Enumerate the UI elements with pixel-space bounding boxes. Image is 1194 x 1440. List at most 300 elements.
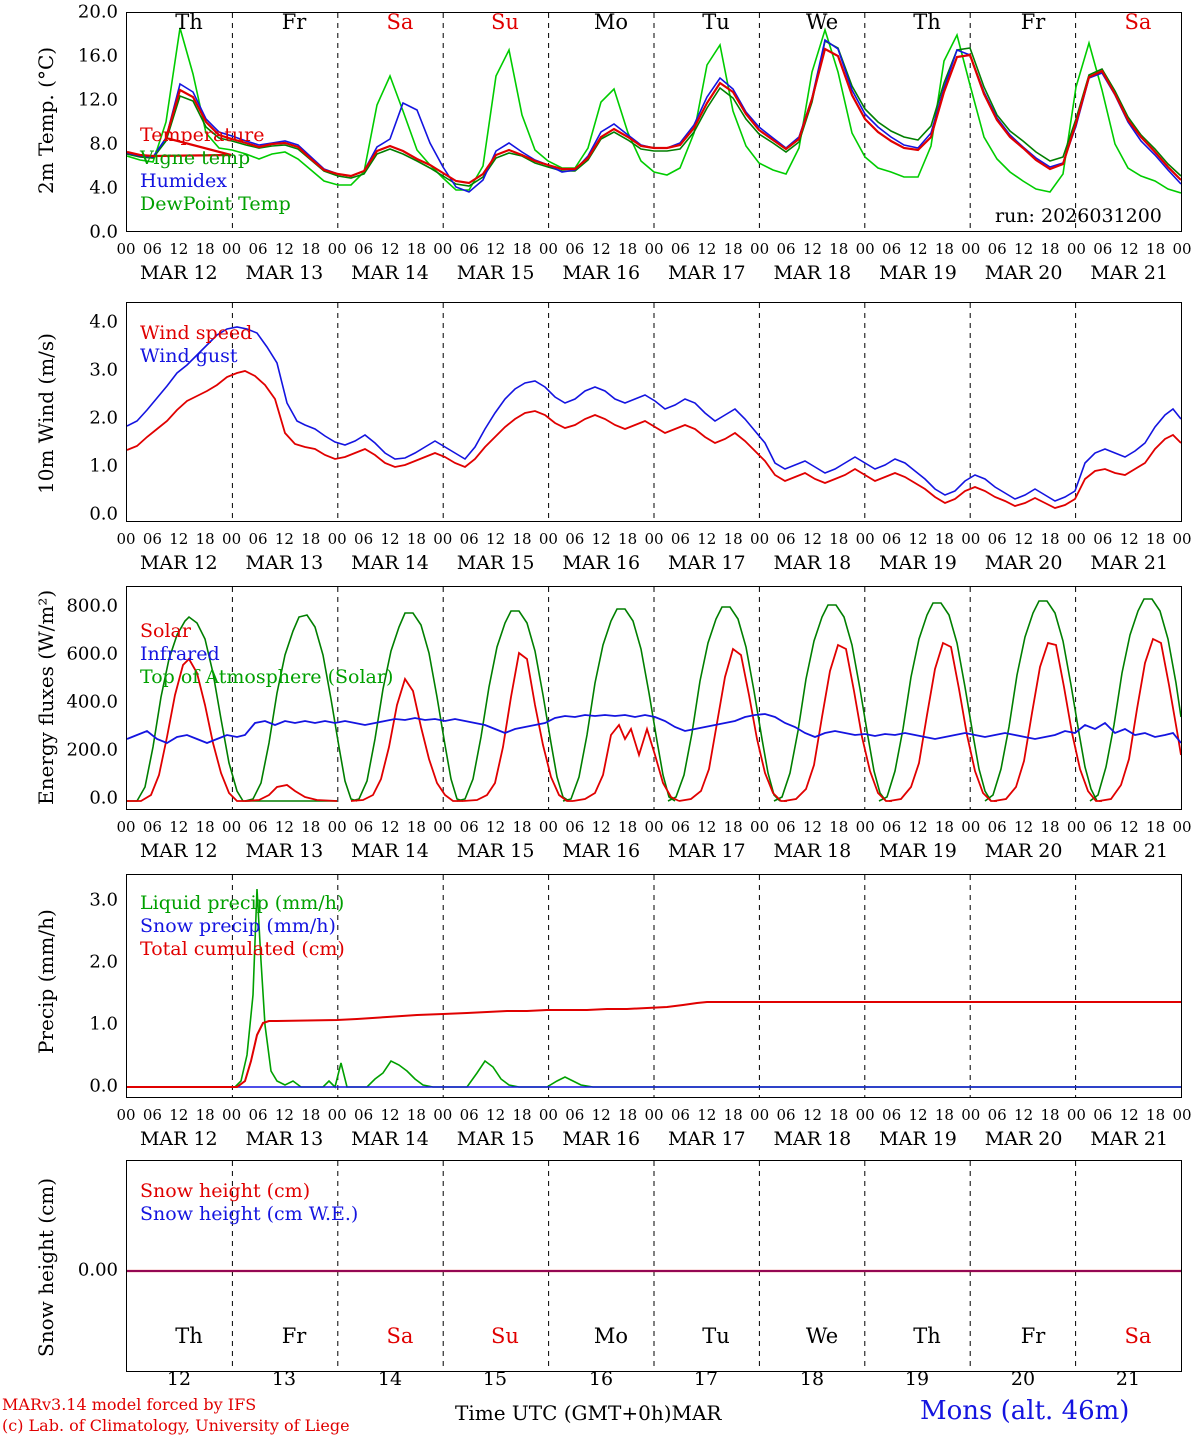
legend-humidex: Humidex [140, 170, 228, 192]
hour-tick: 12 [591, 1106, 611, 1124]
legend-wind-speed: Wind speed [140, 322, 253, 344]
weekday-label: We [805, 1324, 839, 1348]
legend-temperature: Temperature [140, 124, 265, 146]
hour-tick: 00 [433, 530, 453, 548]
hour-tick: 00 [855, 530, 875, 548]
panel-precip [0, 866, 1194, 1150]
ytick: 2.0 [89, 407, 118, 429]
hour-tick: 12 [908, 240, 928, 258]
hour-tick: 06 [1093, 818, 1113, 836]
energy-legend [140, 620, 393, 689]
date-label: MAR 18 [773, 1128, 852, 1150]
date-label: MAR 12 [139, 1128, 218, 1150]
hour-tick: 18 [301, 530, 321, 548]
hour-tick: 18 [1040, 818, 1060, 836]
hour-tick: 00 [116, 530, 136, 548]
hour-tick: 18 [934, 818, 954, 836]
hour-tick: 06 [882, 818, 902, 836]
hour-tick: 00 [116, 1106, 136, 1124]
hour-tick: 00 [961, 1106, 981, 1124]
day-number: 21 [1115, 1368, 1141, 1390]
hour-tick: 00 [327, 1106, 347, 1124]
ytick: 0.0 [89, 787, 118, 809]
hour-tick: 12 [1014, 818, 1034, 836]
hour-tick: 00 [222, 818, 242, 836]
hour-tick: 12 [591, 240, 611, 258]
ytick: 0.0 [89, 503, 118, 525]
precip-legend [140, 892, 345, 961]
hour-tick: 12 [1119, 818, 1139, 836]
ytick: 12.0 [77, 89, 118, 111]
footer-credits [2, 1394, 350, 1436]
date-label: MAR 13 [245, 552, 324, 574]
hour-tick: 06 [882, 240, 902, 258]
legend-total-cumulated: Total cumulated (cm) [140, 938, 345, 960]
hour-tick: 06 [459, 1106, 479, 1124]
hour-tick: 00 [1172, 818, 1192, 836]
weekday-label: Mo [593, 1324, 629, 1348]
hour-tick: 12 [802, 818, 822, 836]
hour-tick: 06 [776, 530, 796, 548]
panel-wind [0, 294, 1194, 574]
hour-tick: 18 [618, 240, 638, 258]
hour-tick: 06 [248, 530, 268, 548]
hour-tick: 12 [169, 240, 189, 258]
hour-tick: 18 [512, 240, 532, 258]
legend-top-of-atmosphere: Top of Atmosphere (Solar) [140, 666, 394, 688]
hour-tick: 00 [222, 240, 242, 258]
snow-legend [140, 1180, 358, 1226]
hour-tick: 00 [327, 240, 347, 258]
date-label: MAR 17 [667, 262, 746, 284]
hour-tick: 06 [1093, 530, 1113, 548]
ytick: 0.0 [89, 1075, 118, 1097]
hour-tick: 06 [882, 1106, 902, 1124]
ytick: 4.0 [89, 177, 118, 199]
date-label: MAR 16 [562, 262, 641, 284]
ytick: 1.0 [89, 455, 118, 477]
hour-tick: 00 [750, 530, 770, 548]
hour-tick: 12 [908, 530, 928, 548]
weekday-label: Tu [702, 10, 730, 34]
hour-tick: 12 [274, 1106, 294, 1124]
hour-tick: 18 [1040, 530, 1060, 548]
date-label: MAR 12 [139, 840, 218, 862]
hour-tick: 06 [248, 818, 268, 836]
ytick: 3.0 [89, 359, 118, 381]
station-label: Mons (alt. 46m) [920, 1396, 1130, 1426]
legend-snow-precip: Snow precip (mm/h) [140, 915, 336, 937]
wind-svg [127, 303, 1181, 521]
hour-tick: 06 [459, 818, 479, 836]
hour-tick: 18 [406, 1106, 426, 1124]
hour-tick: 00 [1066, 240, 1086, 258]
hour-tick: 12 [908, 818, 928, 836]
footer-xlabel: Time UTC (GMT+0h)MAR [455, 1401, 722, 1425]
hour-tick: 00 [222, 1106, 242, 1124]
hour-tick: 18 [195, 818, 215, 836]
weekday-label: Sa [386, 1324, 414, 1348]
snow-ylabel: Snow height (cm) [34, 1177, 58, 1357]
date-label: MAR 15 [456, 1128, 535, 1150]
hour-tick: 12 [1119, 530, 1139, 548]
date-label: MAR 18 [773, 552, 852, 574]
day-number: 16 [588, 1368, 614, 1390]
hour-tick: 18 [1040, 240, 1060, 258]
hour-tick: 06 [987, 240, 1007, 258]
hour-tick: 00 [644, 818, 664, 836]
date-label: MAR 13 [245, 262, 324, 284]
weekday-label: Fr [281, 10, 307, 34]
weekday-label: Th [175, 10, 203, 34]
date-row-wind [0, 552, 1194, 576]
date-label: MAR 15 [456, 840, 535, 862]
footer-model: MARv3.14 model forced by IFS [2, 1395, 257, 1414]
hour-tick: 18 [723, 818, 743, 836]
hour-tick: 00 [1172, 240, 1192, 258]
hour-tick: 00 [327, 818, 347, 836]
hour-tick: 06 [354, 530, 374, 548]
ytick: 4.0 [89, 311, 118, 333]
hour-tick: 00 [644, 1106, 664, 1124]
hour-tick: 06 [142, 240, 162, 258]
day-number: 20 [1010, 1368, 1036, 1390]
hour-tick: 18 [829, 240, 849, 258]
date-label: MAR 20 [984, 552, 1063, 574]
temperature-ylabel: 2m Temp. (°C) [34, 46, 58, 194]
hour-tick: 12 [1119, 240, 1139, 258]
hour-tick: 00 [1066, 530, 1086, 548]
hour-tick: 18 [723, 530, 743, 548]
date-label: MAR 17 [667, 552, 746, 574]
hour-tick: 00 [750, 240, 770, 258]
wind-ylabel: 10m Wind (m/s) [34, 333, 58, 495]
hour-tick: 18 [1146, 530, 1166, 548]
hour-tick: 06 [142, 530, 162, 548]
ytick: 200.0 [66, 739, 118, 761]
hour-tick: 00 [222, 530, 242, 548]
legend-liquid-precip: Liquid precip (mm/h) [140, 892, 345, 914]
date-label: MAR 13 [245, 1128, 324, 1150]
hour-tick: 18 [934, 240, 954, 258]
hour-tick: 18 [1146, 818, 1166, 836]
hour-tick: 12 [380, 240, 400, 258]
hour-tick: 18 [301, 1106, 321, 1124]
hour-tick: 06 [248, 240, 268, 258]
hour-tick: 18 [723, 1106, 743, 1124]
ytick: 3.0 [89, 889, 118, 911]
hour-tick: 12 [802, 240, 822, 258]
date-label: MAR 18 [773, 262, 852, 284]
weekday-label: Th [913, 10, 941, 34]
day-number-row [0, 1368, 1194, 1392]
hour-tick: 00 [961, 818, 981, 836]
hour-tick: 00 [855, 240, 875, 258]
date-label: MAR 21 [1090, 262, 1169, 284]
hour-tick: 18 [829, 1106, 849, 1124]
date-label: MAR 19 [879, 1128, 957, 1150]
legend-snow-height: Snow height (cm) [140, 1180, 311, 1202]
hour-tick: 12 [274, 240, 294, 258]
weekday-label: Tu [702, 1324, 730, 1348]
hour-tick: 18 [934, 530, 954, 548]
hour-tick: 18 [512, 1106, 532, 1124]
panel-temperature [0, 0, 1194, 284]
legend-dewpoint-temp: DewPoint Temp [140, 193, 291, 215]
date-label: MAR 14 [351, 262, 429, 284]
hour-tick: 06 [354, 818, 374, 836]
hour-tick: 00 [538, 240, 558, 258]
hour-tick: 18 [195, 240, 215, 258]
date-label: MAR 12 [139, 262, 218, 284]
hour-tick: 12 [486, 530, 506, 548]
hour-tick: 00 [644, 530, 664, 548]
hour-tick: 00 [538, 1106, 558, 1124]
hour-tick: 00 [433, 1106, 453, 1124]
hour-tick: 06 [776, 1106, 796, 1124]
hour-tick: 06 [565, 530, 585, 548]
day-number: 17 [693, 1368, 719, 1390]
date-label: MAR 21 [1090, 552, 1169, 574]
hour-tick: 18 [829, 818, 849, 836]
hour-tick: 12 [486, 240, 506, 258]
hour-tick: 06 [565, 818, 585, 836]
ytick: 0.00 [77, 1259, 118, 1281]
energy-ylabel: Energy fluxes (W/m²) [34, 589, 58, 805]
date-label: MAR 20 [984, 262, 1063, 284]
legend-vigne-temp: Vigne temp [140, 147, 251, 169]
date-label: MAR 16 [562, 552, 641, 574]
hour-tick: 18 [512, 818, 532, 836]
weekday-label: Sa [1124, 10, 1152, 34]
hour-tick: 18 [406, 240, 426, 258]
hour-tick: 06 [565, 240, 585, 258]
hour-tick: 06 [1093, 240, 1113, 258]
ytick: 0.0 [89, 221, 118, 243]
hour-tick: 06 [882, 530, 902, 548]
weekday-label: Th [913, 1324, 941, 1348]
hour-tick: 00 [961, 530, 981, 548]
date-row-precip [0, 1128, 1194, 1152]
hour-tick: 12 [169, 818, 189, 836]
hour-tick: 06 [1093, 1106, 1113, 1124]
ytick: 600.0 [66, 643, 118, 665]
panel-snow-height [0, 1152, 1194, 1390]
hour-tick: 06 [459, 530, 479, 548]
weekday-label: Fr [1020, 10, 1046, 34]
hour-tick: 06 [987, 1106, 1007, 1124]
hour-tick: 18 [195, 530, 215, 548]
hour-tick: 12 [697, 818, 717, 836]
hour-tick: 18 [934, 1106, 954, 1124]
date-label: MAR 14 [351, 552, 429, 574]
date-label: MAR 21 [1090, 840, 1169, 862]
date-label: MAR 17 [667, 1128, 746, 1150]
hour-tick: 12 [591, 530, 611, 548]
hour-tick: 00 [433, 240, 453, 258]
hour-tick: 12 [697, 240, 717, 258]
hour-tick: 12 [697, 530, 717, 548]
hour-tick: 06 [459, 240, 479, 258]
ytick: 2.0 [89, 951, 118, 973]
hour-tick: 00 [538, 530, 558, 548]
weekday-label: We [805, 10, 839, 34]
weekday-label: Sa [386, 10, 414, 34]
date-label: MAR 15 [456, 262, 535, 284]
date-label: MAR 14 [351, 840, 429, 862]
hour-tick: 12 [380, 818, 400, 836]
date-row-energy [0, 840, 1194, 864]
hour-tick: 06 [987, 530, 1007, 548]
date-label: MAR 19 [879, 840, 957, 862]
ytick: 400.0 [66, 691, 118, 713]
day-number: 19 [904, 1368, 930, 1390]
weekday-label: Sa [1124, 1324, 1152, 1348]
hour-tick: 06 [354, 240, 374, 258]
hour-tick: 06 [354, 1106, 374, 1124]
hour-tick: 06 [670, 818, 690, 836]
ytick: 16.0 [77, 45, 118, 67]
ytick: 1.0 [89, 1013, 118, 1035]
hour-tick: 06 [670, 240, 690, 258]
hour-tick: 18 [301, 240, 321, 258]
weekday-label: Su [491, 1324, 519, 1348]
legend-snow-height-we: Snow height (cm W.E.) [140, 1203, 359, 1225]
hour-tick: 00 [116, 818, 136, 836]
hour-tick: 18 [1146, 1106, 1166, 1124]
weekday-row-top [0, 10, 1194, 36]
hour-tick: 18 [1040, 1106, 1060, 1124]
hour-tick: 06 [142, 1106, 162, 1124]
footer-copyright: (c) Lab. of Climatology, University of Liege [2, 1416, 350, 1435]
hour-tick: 12 [169, 1106, 189, 1124]
weekday-label: Fr [1020, 1324, 1046, 1348]
hour-tick: 06 [987, 818, 1007, 836]
date-label: MAR 16 [562, 1128, 641, 1150]
hour-tick: 06 [670, 1106, 690, 1124]
date-row-temperature [0, 262, 1194, 286]
date-label: MAR 20 [984, 1128, 1063, 1150]
hour-tick: 18 [512, 530, 532, 548]
date-label: MAR 15 [456, 552, 535, 574]
legend-solar: Solar [140, 620, 191, 642]
date-label: MAR 20 [984, 840, 1063, 862]
hour-tick: 00 [644, 240, 664, 258]
date-label: MAR 14 [351, 1128, 429, 1150]
hour-tick: 12 [802, 1106, 822, 1124]
hour-tick: 12 [1119, 1106, 1139, 1124]
hour-tick: 00 [855, 1106, 875, 1124]
hour-ticks-temperature [0, 240, 1194, 260]
ytick: 20.0 [77, 1, 118, 23]
hour-tick: 06 [776, 818, 796, 836]
weekday-row-bottom [0, 1324, 1194, 1350]
hour-tick: 18 [1146, 240, 1166, 258]
temperature-legend [140, 124, 291, 216]
date-label: MAR 21 [1090, 1128, 1169, 1150]
hour-tick: 06 [565, 1106, 585, 1124]
hour-tick: 18 [618, 1106, 638, 1124]
date-label: MAR 18 [773, 840, 852, 862]
legend-wind-gust: Wind gust [140, 345, 238, 367]
hour-tick: 00 [961, 240, 981, 258]
hour-tick: 00 [1172, 1106, 1192, 1124]
hour-tick: 12 [697, 1106, 717, 1124]
hour-tick: 12 [169, 530, 189, 548]
hour-tick: 18 [723, 240, 743, 258]
hour-tick: 18 [195, 1106, 215, 1124]
hour-tick: 12 [1014, 1106, 1034, 1124]
run-label: run: 2026031200 [995, 205, 1162, 227]
hour-tick: 00 [855, 818, 875, 836]
weekday-label: Mo [593, 10, 629, 34]
hour-tick: 00 [1066, 818, 1086, 836]
ytick: 800.0 [66, 595, 118, 617]
wind-legend [140, 322, 252, 368]
hour-tick: 12 [380, 530, 400, 548]
hour-ticks-precip [0, 1106, 1194, 1126]
hour-tick: 18 [618, 530, 638, 548]
hour-tick: 00 [750, 1106, 770, 1124]
day-number: 15 [482, 1368, 508, 1390]
hour-tick: 00 [327, 530, 347, 548]
hour-tick: 12 [380, 1106, 400, 1124]
hour-tick: 12 [908, 1106, 928, 1124]
date-label: MAR 13 [245, 840, 324, 862]
date-label: MAR 17 [667, 840, 746, 862]
hour-tick: 12 [1014, 530, 1034, 548]
hour-tick: 18 [406, 530, 426, 548]
date-label: MAR 19 [879, 262, 957, 284]
weekday-label: Th [175, 1324, 203, 1348]
day-number: 13 [271, 1368, 297, 1390]
day-number: 18 [799, 1368, 825, 1390]
panel-energy-fluxes [0, 578, 1194, 862]
hour-ticks-energy [0, 818, 1194, 838]
hour-tick: 12 [591, 818, 611, 836]
hour-tick: 18 [406, 818, 426, 836]
date-label: MAR 19 [879, 552, 957, 574]
hour-tick: 06 [142, 818, 162, 836]
wind-plot [126, 302, 1182, 522]
hour-tick: 12 [802, 530, 822, 548]
hour-tick: 06 [670, 530, 690, 548]
hour-tick: 18 [618, 818, 638, 836]
hour-tick: 00 [433, 818, 453, 836]
day-number: 12 [166, 1368, 192, 1390]
date-label: MAR 16 [562, 840, 641, 862]
hour-tick: 12 [486, 818, 506, 836]
day-number: 14 [377, 1368, 403, 1390]
hour-tick: 06 [248, 1106, 268, 1124]
hour-tick: 12 [274, 530, 294, 548]
date-label: MAR 12 [139, 552, 218, 574]
hour-ticks-wind [0, 530, 1194, 550]
hour-tick: 18 [829, 530, 849, 548]
hour-tick: 06 [776, 240, 796, 258]
weekday-label: Su [491, 10, 519, 34]
hour-tick: 00 [1066, 1106, 1086, 1124]
hour-tick: 00 [538, 818, 558, 836]
hour-tick: 12 [274, 818, 294, 836]
hour-tick: 12 [1014, 240, 1034, 258]
hour-tick: 18 [301, 818, 321, 836]
hour-tick: 12 [486, 1106, 506, 1124]
precip-ylabel: Precip (mm/h) [34, 909, 58, 1055]
ytick: 8.0 [89, 133, 118, 155]
hour-tick: 00 [1172, 530, 1192, 548]
hour-tick: 00 [116, 240, 136, 258]
